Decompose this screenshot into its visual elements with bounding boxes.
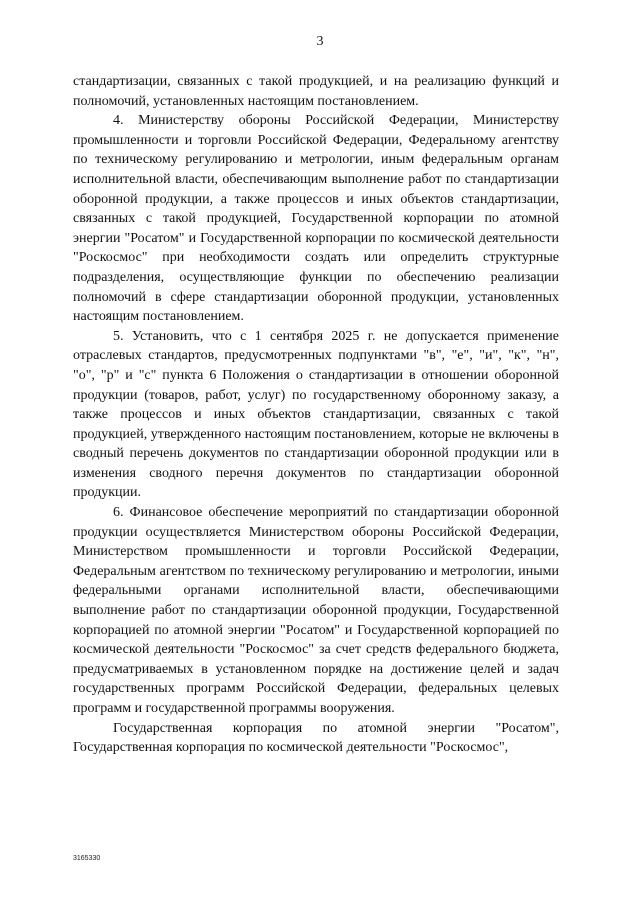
paragraph-item-6: 6. Финансовое обеспечение мероприятий по стандартизации оборонной продукции осуществляется Министерством обороны Российской Федерации, Министерством промышленности и торговли Российской Федерации, Федеральным агентством по техническому регулированию и метрологии, иными федеральными органами исполнительной власти, обеспечивающими выполнение работ по стандартизации оборонной продукции, Государственной корпорацией по атомной энергии "Росатом" и Государственной корпорацией по космической деятельности "Роскосмос" за счет средств федерального бюджета, предусматриваемых в установленном порядке на достижение целей и задач государственных программ Российской Федерации, федеральных целевых программ и государственной программы вооружения.: [73, 505, 559, 716]
paragraph-item-4: 4. Министерству обороны Российской Федерации, Министерству промышленности и торговли Российской Федерации, Федеральному агентству по техническому регулированию и метрологии, иным федеральным органам исполнительной власти, обеспечивающим выполнение работ по стандартизации оборонной продукции, а также процессов и иных объектов стандартизации, связанных с такой продукцией, Государственной корпорации по атомной энергии "Росатом" и Государственной корпорации по космической деятельности "Роскосмос" при необходимости создать или определить структурные подразделения, осуществляющие функции по обеспечению реализации полномочий в сфере стандартизации оборонной продукции, установленных настоящим постановлением.: [73, 113, 559, 325]
document-body: [73, 72, 559, 758]
paragraph-item-6-continued: Государственная корпорация по атомной энергии "Росатом", Государственная корпорация по космической деятельности "Роскосмос",: [73, 720, 559, 756]
paragraph-continuation: стандартизации, связанных с такой продукцией, и на реализацию функций и полномочий, установленных настоящим постановлением.: [73, 74, 559, 109]
page-number: 3: [316, 34, 324, 49]
document-code: 3165330: [73, 855, 101, 862]
paragraph-item-5: 5. Установить, что с 1 сентября 2025 г. не допускается применение отраслевых стандартов, предусмотренных подпунктами "в", "е", "и", "к", "н", "о", "р" и "с" пункта 6 Положения о стандартизации в отношении оборонной продукции (товаров, работ, услуг) по государственному оборонному заказу, а также процессов и иных объектов стандартизации, связанных с такой продукцией, утвержденного настоящим постановлением, которые не включены в сводный перечень документов по стандартизации оборонной продукции или в изменения сводного перечня документов по стандартизации оборонной продукции.: [73, 328, 559, 501]
